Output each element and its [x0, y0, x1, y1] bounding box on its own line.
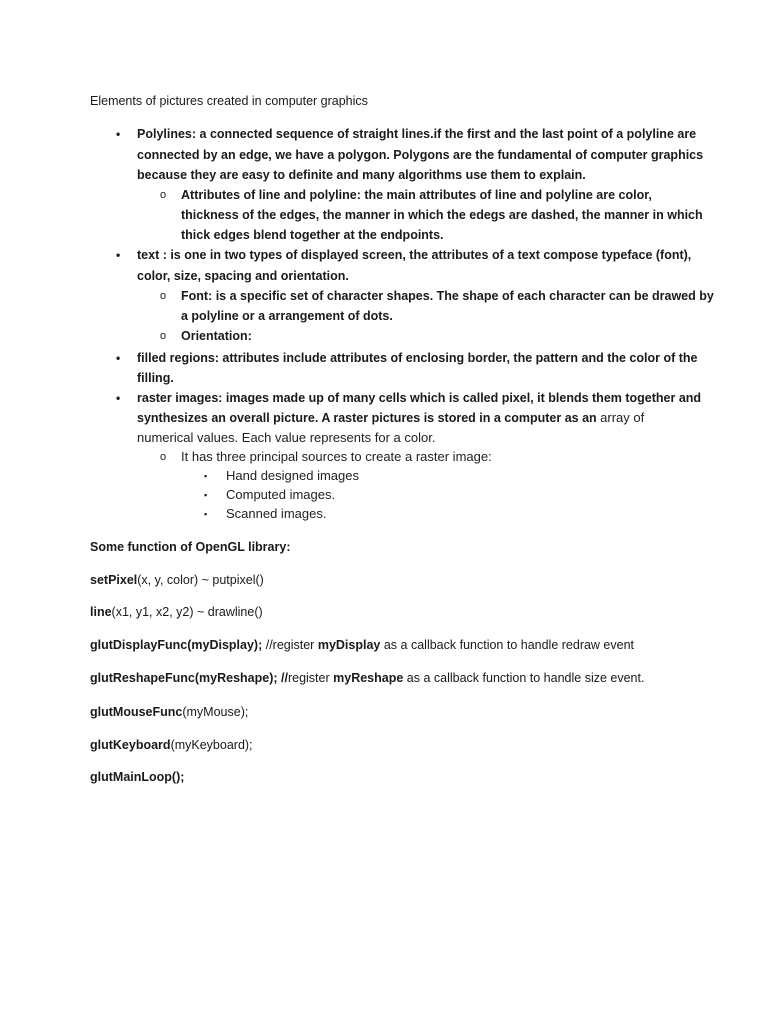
attributes-line: Attributes of line and polyline: the main attributes of line and polyline are color,	[181, 188, 652, 202]
raster-sources-line: It has three principal sources to create a raster image:	[181, 449, 492, 464]
function-comment-bold: myReshape	[333, 671, 404, 685]
bullet-disc-marker: •	[116, 351, 121, 365]
function-comment: as a callback function to handle redraw event	[383, 638, 635, 652]
function-line	[90, 704, 248, 720]
raster-line: numerical values. Each value represents for a color.	[137, 430, 436, 445]
bullet-circle-marker: o	[160, 451, 167, 463]
bullet-square-marker: ▪	[204, 490, 208, 500]
function-rest: (myKeyboard);	[170, 738, 253, 752]
text-item-line: text : is one in two types of displayed screen, the attributes of a text compose typeface (font),	[137, 248, 692, 262]
polylines-line: Polylines: a connected sequence of straight lines.if the first and the last point of a polyline are	[137, 127, 697, 141]
attributes-line: thickness of the edges, the manner in which the edegs are dashed, the manner in which	[181, 208, 703, 222]
font-line: Font: is a specific set of character shapes. The shape of each character can be drawed by	[181, 289, 714, 303]
function-comment: as a callback function to handle size event.	[406, 671, 645, 685]
raster-line-bold: synthesizes an overall picture. A raster pictures is stored in a computer as an	[137, 411, 597, 425]
filled-line: filling.	[137, 371, 174, 385]
raster-subitem: Computed images.	[226, 487, 336, 502]
bullet-circle-marker: o	[160, 330, 167, 342]
function-name: setPixel	[90, 573, 138, 587]
filled-line: filled regions: attributes include attributes of enclosing border, the pattern and the color of the	[137, 351, 698, 365]
bullet-circle-marker: o	[160, 290, 167, 302]
bullet-disc-marker: •	[116, 391, 121, 405]
polylines-line: because they are easy to definite and many algorithms use them to explain.	[137, 168, 586, 182]
function-name: line	[90, 605, 112, 619]
bullet-square-marker: ▪	[204, 509, 208, 519]
orientation-line: Orientation:	[181, 329, 252, 343]
function-line	[90, 737, 253, 753]
bullet-circle-marker: o	[160, 189, 167, 201]
raster-line-regular: array of	[600, 410, 645, 425]
function-comment: register	[287, 671, 330, 685]
function-comment: //register	[262, 638, 315, 652]
raster-subitem: Scanned images.	[226, 506, 327, 521]
font-line: a polyline or a arrangement of dots.	[181, 309, 393, 323]
polylines-line: connected by an edge, we have a polygon. Polygons are the fundamental of computer graphics	[137, 148, 704, 162]
function-line	[90, 637, 634, 653]
bullet-disc-marker: •	[116, 127, 121, 141]
function-name: glutKeyboard	[90, 738, 171, 752]
opengl-heading: Some function of OpenGL library:	[90, 540, 291, 554]
function-rest: (myMouse);	[182, 705, 249, 719]
function-name: glutDisplayFunc(myDisplay);	[90, 638, 263, 652]
function-name: glutReshapeFunc(myReshape); //	[90, 671, 288, 685]
bullet-square-marker: ▪	[204, 471, 208, 481]
text-item-line: color, size, spacing and orientation.	[137, 269, 349, 283]
function-rest: (x, y, color) ~ putpixel()	[137, 573, 264, 587]
attributes-line: thick edges blend together at the endpoints.	[181, 228, 444, 242]
function-name: glutMouseFunc	[90, 705, 183, 719]
raster-line: raster images: images made up of many cells which is called pixel, it blends them together and	[137, 391, 702, 405]
function-line: glutMainLoop();	[90, 770, 185, 784]
function-line	[90, 572, 264, 588]
function-rest: (x1, y1, x2, y2) ~ drawline()	[111, 605, 263, 619]
bullet-disc-marker: •	[116, 248, 121, 262]
raster-line	[137, 410, 644, 426]
function-line	[90, 604, 263, 620]
function-comment-bold: myDisplay	[317, 638, 381, 652]
function-line	[90, 670, 644, 686]
raster-subitem: Hand designed images	[226, 468, 359, 483]
document-title: Elements of pictures created in computer graphics	[90, 94, 368, 108]
